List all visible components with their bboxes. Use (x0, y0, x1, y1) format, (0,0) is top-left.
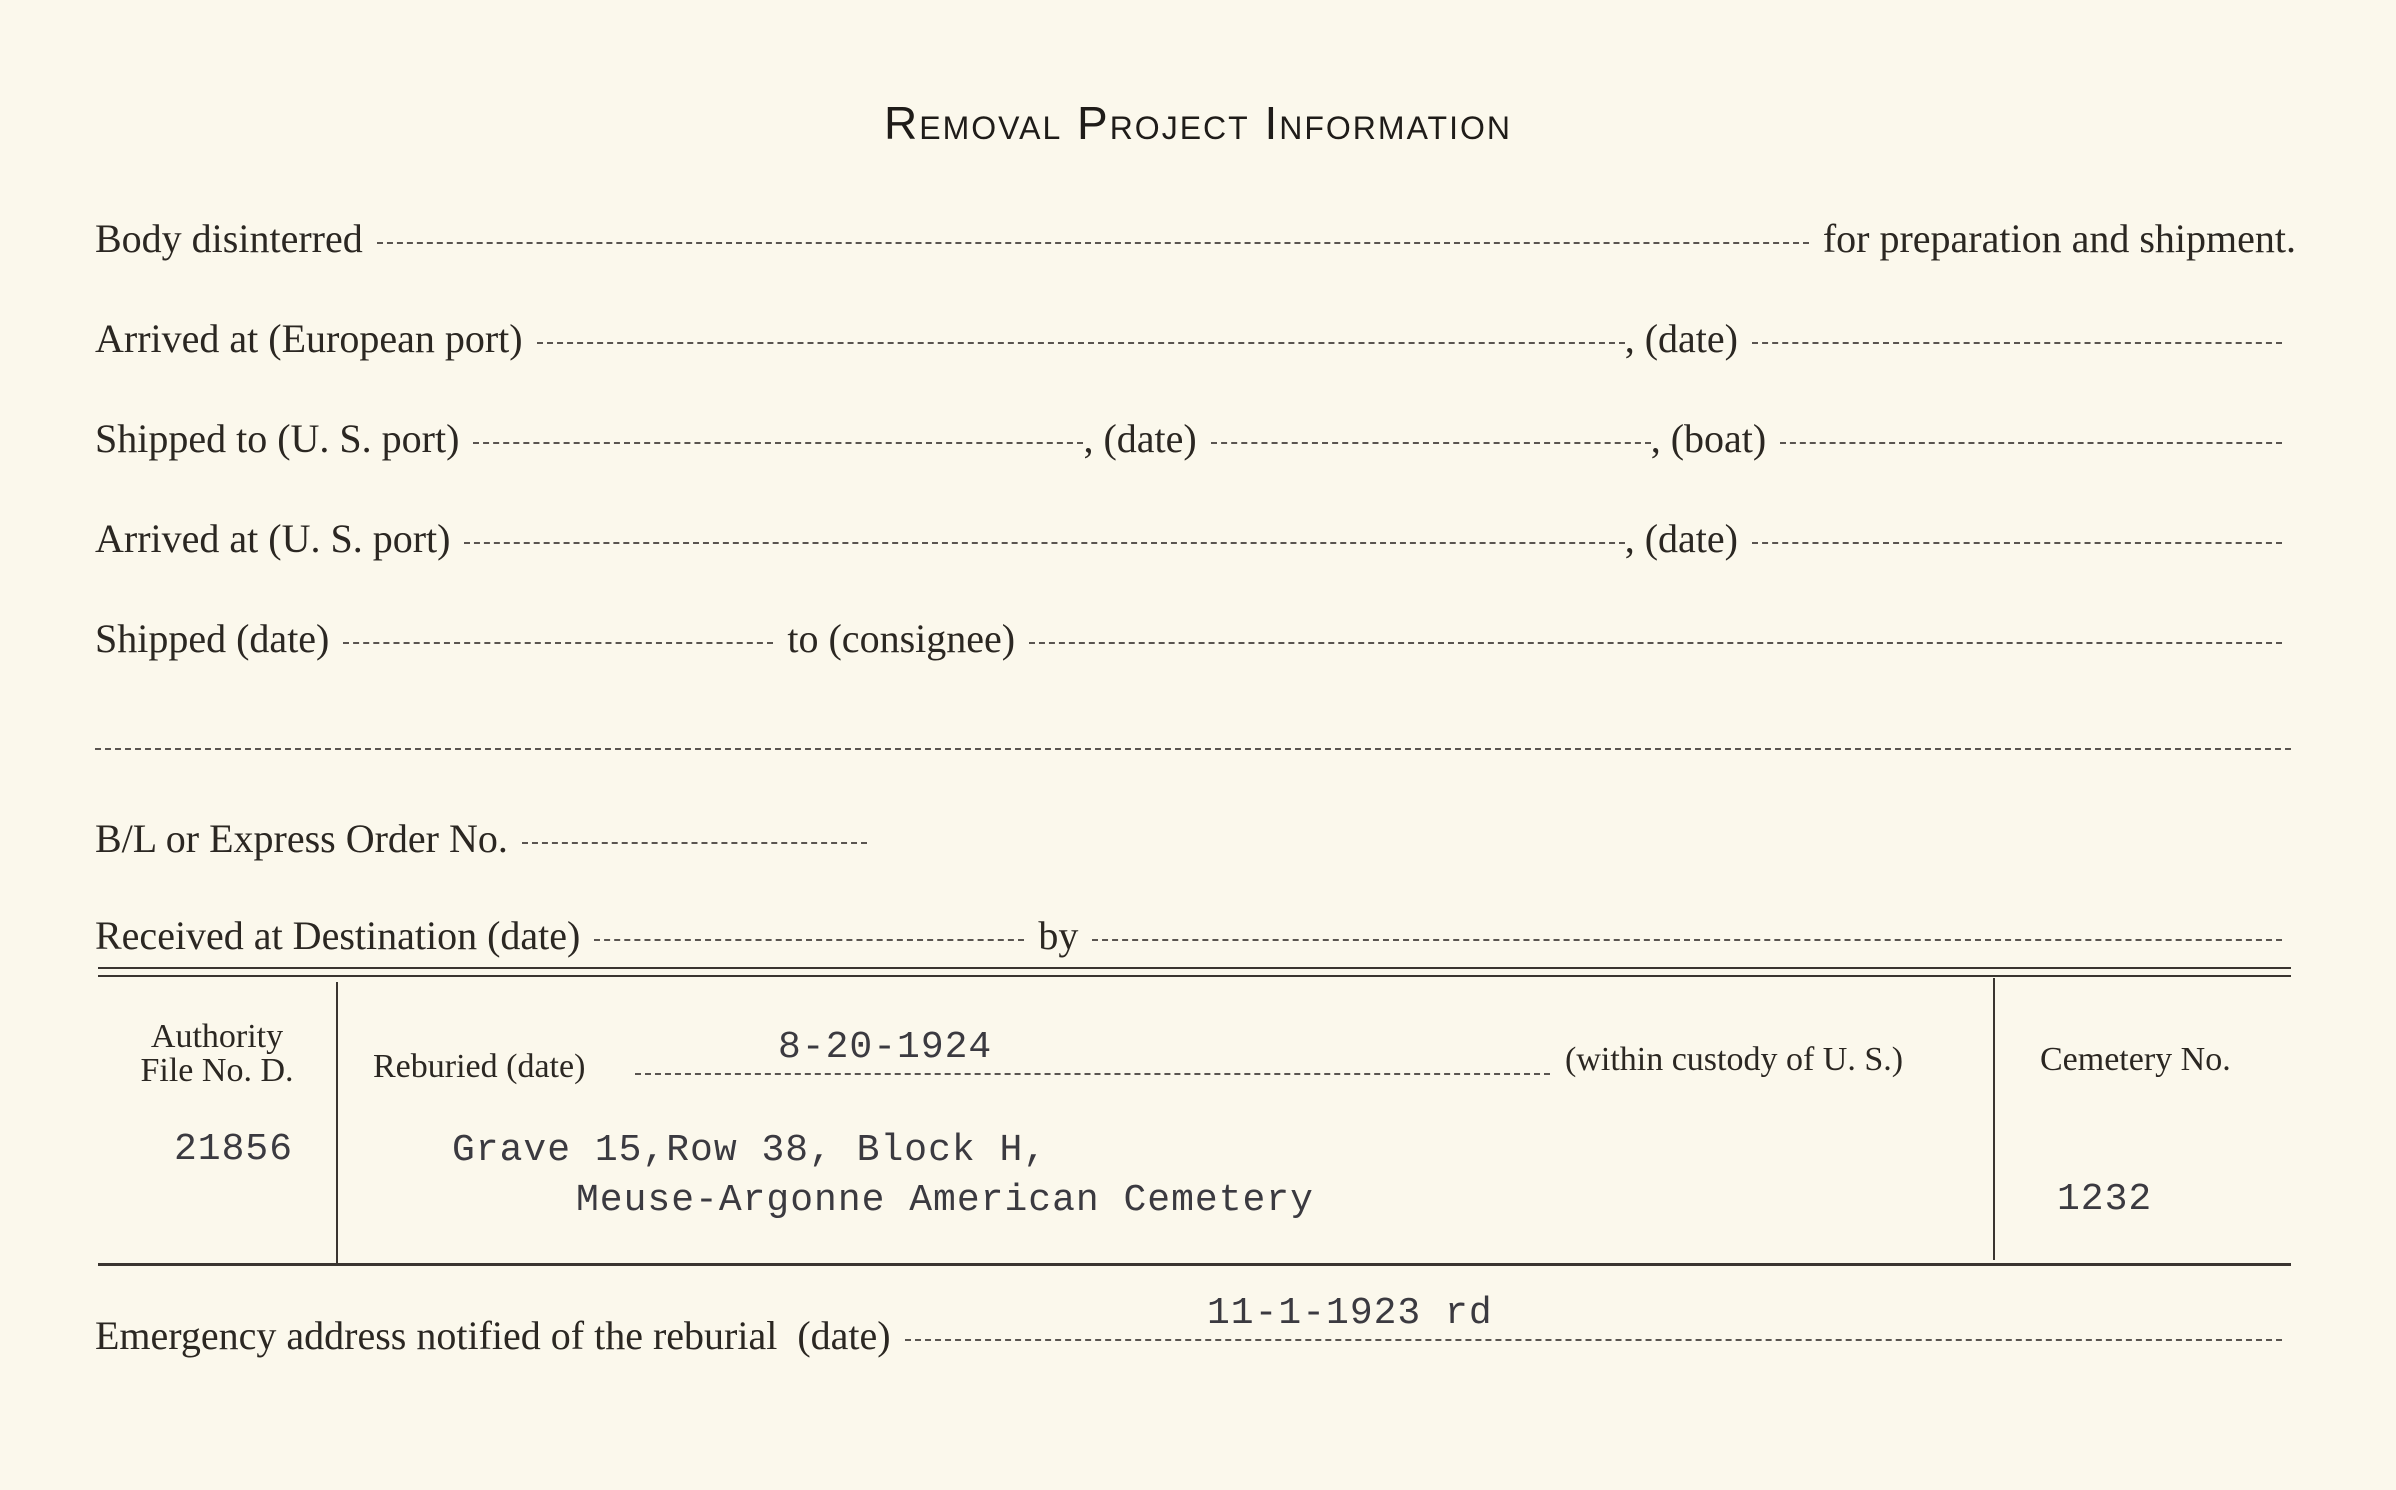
table-divider-left (336, 982, 338, 1264)
body-disinterred-line (377, 242, 1809, 244)
shipped-date-line (1211, 442, 1651, 444)
grave-line-1: Grave 15,Row 38, Block H, (452, 1129, 1048, 1172)
custody-note: (within custody of U. S.) (1565, 1041, 1904, 1078)
table-bottom-rule (98, 1263, 2291, 1266)
consignee-line (1029, 642, 2282, 644)
table-top-rule-2 (98, 975, 2291, 977)
by-label: by (1038, 913, 1079, 958)
bl-order-line (522, 842, 867, 844)
arrived-us-date-label: , (date) (1624, 516, 1738, 561)
consignee-continuation-line (95, 748, 2291, 750)
shipped-date-line-2 (343, 642, 773, 644)
row-body-disinterred (95, 215, 2296, 262)
received-date-line (594, 939, 1024, 941)
table-divider-right (1993, 978, 1995, 1260)
emergency-date-value: 11-1-1923 rd (1207, 1292, 1493, 1335)
body-disinterred-label: Body disinterred (95, 216, 363, 261)
received-destination-label: Received at Destination (date) (95, 913, 581, 958)
row-emergency (95, 1312, 2296, 1359)
shipped-date-label-2: Shipped (date) (95, 616, 330, 661)
reburied-date-line (635, 1073, 1550, 1075)
row-arrived-european (95, 315, 2296, 362)
emergency-label: Emergency address notified of the reburial (date) (95, 1313, 891, 1358)
european-date-label: , (date) (1624, 316, 1738, 361)
row-shipped-date (95, 615, 2296, 662)
authority-label (98, 1020, 336, 1088)
card-title: Removal Project Information (884, 97, 1512, 149)
bl-order-label: B/L or Express Order No. (95, 816, 508, 861)
cemetery-number: 1232 (2057, 1178, 2153, 1221)
european-date-line (1752, 342, 2282, 344)
reburied-label: Reburied (date) (373, 1048, 586, 1085)
authority-file-number: 21856 (174, 1128, 294, 1171)
arrived-european-label: Arrived at (European port) (95, 316, 523, 361)
row-shipped-us (95, 415, 2296, 462)
received-by-line (1092, 939, 2282, 941)
table-top-rule-1 (98, 967, 2291, 969)
grave-line-2: Meuse-Argonne American Cemetery (576, 1179, 1314, 1222)
for-preparation-label: for preparation and shipment. (1822, 216, 2296, 261)
shipped-us-label: Shipped to (U. S. port) (95, 416, 460, 461)
consignee-label: to (consignee) (787, 616, 1016, 661)
arrived-us-line (464, 542, 1624, 544)
authority-label-line-2: File No. D. (140, 1052, 294, 1089)
row-arrived-us (95, 515, 2296, 562)
row-received-destination (95, 912, 2296, 959)
boat-label: , (boat) (1650, 416, 1767, 461)
us-port-line (473, 442, 1083, 444)
emergency-date-line (905, 1339, 2282, 1341)
authority-label-line-1: Authority (150, 1018, 284, 1055)
boat-line (1780, 442, 2282, 444)
cemetery-label: Cemetery No. (2040, 1041, 2231, 1078)
arrived-us-label: Arrived at (U. S. port) (95, 516, 451, 561)
arrived-us-date-line (1752, 542, 2282, 544)
reburied-date-value: 8-20-1924 (778, 1026, 993, 1069)
european-port-line (537, 342, 1625, 344)
row-bl-order (95, 815, 2296, 862)
shipped-date-label: , (date) (1083, 416, 1197, 461)
